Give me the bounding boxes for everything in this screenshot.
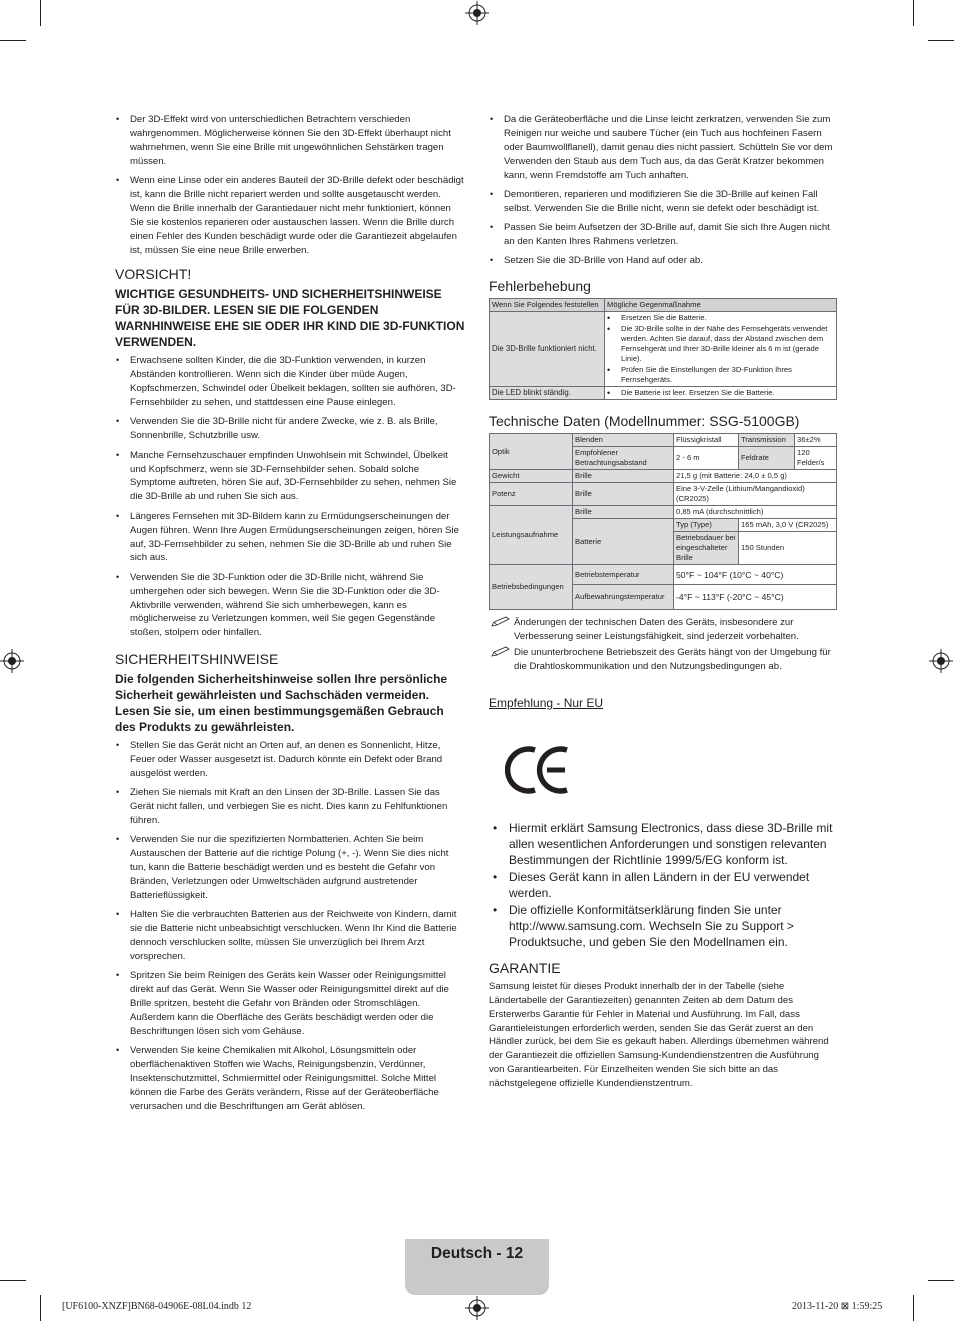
table-cell: 0,85 mA (durchschnittlich): [674, 506, 837, 519]
table-cell: Aufbewahrungstemperatur: [573, 585, 674, 610]
registration-mark-icon: [465, 1, 489, 25]
registration-mark-icon: [0, 649, 24, 673]
list-item: • Die Batterie ist leer. Ersetzen Sie die Batterie.: [621, 388, 834, 398]
table-cell: Typ (Type): [674, 519, 739, 532]
list-item: • Spritzen Sie beim Reinigen des Geräts kein Wasser oder Reinigungsmittel direkt auf das Gerät. Wenn Sie Wasser oder Reinigungsmittel direkt auf die Brille spritzen, besteht die Gefahr von Bränden oder Stromschlägen. Außerdem kann die Oberfläche des Geräts beschädigt werden oder die Beschriftungen lösen sich vom Gehäuse.: [130, 969, 465, 1039]
table-cell: Leistungsaufnahme: [490, 506, 573, 565]
empfehlung-heading: Empfehlung - Nur EU: [489, 695, 604, 710]
table-cell: Gewicht: [490, 470, 573, 483]
table-cell: Eine 3-V-Zelle (Lithium/Mangandioxid) (CR2025): [674, 483, 837, 506]
list-item: • Die 3D-Brille sollte in der Nähe des Fernsehgeräts verwendet werden. Achten Sie darauf, dass der Abstand zwischen dem Fernsehgerät und Ihrer 3D-Brille kleiner als 6 m ist (gerade Linie).: [621, 324, 834, 364]
right-column: [489, 113, 837, 1091]
crop-mark: [928, 40, 954, 41]
sicherheitshinweise-intro: Die folgenden Sicherheitshinweise sollen Ihre persönliche Sicherheit gewährleisten und Sachschäden vermeiden. Lesen Sie sie, um einen bestimmungsgemäßen Gebrauch des Produkts zu gewährleisten.: [115, 672, 448, 735]
list-item: • Verwenden Sie nur die spezifizierten Normbatterien. Achten Sie beim Austauschen der Batterie auf die richtige Polung (+, -). Wenn Sie dies nicht tun, kann die Batterie beschädigt werden und es besteht die Gefahr von Bränden, Verletzungen oder Umweltschäden aufgrund austretender Batterieflüssigkeit.: [130, 833, 465, 903]
garantie-text: Samsung leistet für dieses Produkt innerhalb der in der Tabelle (siehe Ländertabelle der Garantiezeiten) genannten Zeiten ab dem Datum des Ersterwerbs Garantie für Fehler in Material und Ausführung. Im Fall, dass Garantieleistungen erforderlich werden, senden Sie das Gerät zuerst an den Händler zurück, bei dem Sie es gekauft haben. Allerdings übernehmen während der Garantiezeit die offiziellen Samsung-Kundendienstzentren die Ausführung von Garantiearbeiten. Für Einzelheiten wenden Sie sich bitte an das nächstgelegene offizielle Kundendienstzentrum.: [489, 980, 829, 1090]
crop-mark: [928, 1280, 954, 1281]
table-cell: Brille: [573, 483, 674, 506]
ce-mark-icon: [505, 744, 569, 796]
list-item: • Der 3D-Effekt wird von unterschiedlichen Betrachtern verschieden wahrgenommen. Möglicherweise können Sie den 3D-Effekt überhaupt nicht wahrnehmen, wenn Sie eine Brille mit ungewöhnlichen Sehstärken tragen müssen.: [130, 113, 465, 169]
garantie-heading: GARANTIE: [489, 959, 561, 976]
footer-timestamp: 2013-11-20 ⊠ 1:59:25: [792, 1301, 883, 1312]
table-cell: Betriebsbedingungen: [490, 565, 573, 610]
troubleshooting-table: [489, 298, 837, 400]
list-item: • Demontieren, reparieren und modifizieren Sie die 3D-Brille auf keinen Fall selbst. Verwenden Sie die Brille nicht, wenn sie defekt oder beschädigt ist.: [504, 188, 837, 216]
left-column: [115, 113, 465, 1119]
remedy-list: [607, 388, 834, 398]
table-cell: Brille: [573, 470, 674, 483]
table-cell: Betriebstemperatur: [573, 565, 674, 585]
table-cell: 150 Stunden: [739, 532, 837, 565]
list-item: • Verwenden Sie die 3D-Funktion oder die 3D-Brille nicht, während Sie umhergehen oder sich bewegen. Wenn Sie die 3D-Funktion oder die 3D-Aktivbrille verwenden, während Sie sich umherbewegen, kann es möglicherweise zu Verletzungen kommen, weil Sie gegen Gegenstände stoßen, stolpern oder hinfallen.: [130, 571, 465, 641]
list-item: • Dieses Gerät kann in allen Ländern in der EU verwendet werden.: [509, 869, 837, 901]
table-cell: Batterie: [573, 519, 674, 565]
list-item: • Verwenden Sie die 3D-Brille nicht für andere Zwecke, wie z. B. als Brille, Sonnenbrille, Schutzbrille usw.: [130, 415, 465, 443]
vorsicht-bullet-list: [115, 354, 465, 640]
list-item: • Ziehen Sie niemals mit Kraft an den Linsen der 3D-Brille. Lassen Sie das Gerät nicht fallen, und verbiegen Sie es nicht. Dies kann zu Fehlfunktionen führen.: [130, 786, 465, 828]
list-item: • Hiermit erklärt Samsung Electronics, dass diese 3D-Brille mit allen wesentlichen Anforderungen und sonstigen relevanten Bestimmungen der Richtlinie 1999/5/EG konform ist.: [509, 820, 837, 868]
list-item: • Stellen Sie das Gerät nicht an Orten auf, an denen es Sonnenlicht, Hitze, Feuer oder Wasser ausgesetzt ist. Dadurch könnte ein Defekt oder Brand ausgelöst werden.: [130, 739, 465, 781]
table-cell: [605, 312, 837, 387]
list-item: • Manche Fernsehzuschauer empfinden Unwohlsein mit Schwindel, Übelkeit und Kopfschmerz, wenn sie 3D-Fernsehbilder sehen. Sobald solche Symptome auftreten, hören Sie auf, 3D-Fernsehbilder zu sehen, nehmen Sie die 3D-Brille ab und ruhen Sie sich aus.: [130, 449, 465, 505]
ce-bullet-list: [489, 820, 837, 950]
table-cell: 50°F ~ 104°F (10°C ~ 40°C): [674, 565, 837, 585]
crop-mark: [0, 1280, 26, 1281]
table-cell: Optik: [490, 434, 573, 470]
pencil-icon: [491, 616, 511, 628]
note: [489, 646, 837, 674]
crop-mark: [913, 1295, 914, 1321]
vorsicht-intro: WICHTIGE GESUNDHEITS- UND SICHERHEITSHINWEISE FÜR 3D-BILDER. LESEN SIE DIE FOLGENDEN WARNHINWEISE EHE SIE ODER IHR KIND DIE 3D-FUNKTION VERWENDEN.: [115, 287, 465, 350]
intro-bullet-list: [115, 113, 465, 257]
note-text: Änderungen der technischen Daten des Geräts, insbesondere zur Verbesserung seiner Leistungsfähigkeit, sind jederzeit vorbehalten.: [514, 617, 799, 643]
list-item: • Längeres Fernsehen mit 3D-Bildern kann zu Ermüdungserscheinungen der Augen führen. Wenn Ihre Augen Ermüdungserscheinungen zeigen, hören Sie auf, 3D-Fernsehbilder zu sehen, nehmen Sie die 3D-Brille ab und ruhen Sie sich aus.: [130, 510, 465, 566]
table-cell: Empfohlener Betrachtungsabstand: [573, 447, 674, 470]
table-cell: 36±2%: [795, 434, 837, 447]
list-item: • Prüfen Sie die Einstellungen der 3D-Funktion Ihres Fernsehgeräts.: [621, 365, 834, 385]
registration-mark-icon: [465, 1296, 489, 1320]
note-text: Die ununterbrochene Betriebszeit des Geräts hängt von der Umgebung für die Drahtloskommunikation und den Nutzungsbedingungen ab.: [514, 647, 831, 672]
table-cell: 120 Felder/s: [795, 447, 837, 470]
table-cell: Brille: [573, 506, 674, 519]
crop-mark: [0, 40, 26, 41]
crop-mark: [913, 0, 914, 26]
list-item: • Erwachsene sollten Kinder, die die 3D-Funktion verwenden, in kurzen Abständen kontrollieren. Wenn sich die Kinder über müde Augen, Kopfschmerzen, Schwindel oder Übelkeit beklagen, sollten sie aufhören, 3D-Fernsehbilder zu sehen, und stattdessen eine Pause einlegen.: [130, 354, 465, 410]
care-bullet-list: [489, 113, 837, 268]
list-item: • Passen Sie beim Aufsetzen der 3D-Brille auf, damit Sie sich Ihre Augen nicht an den Kanten Ihres Rahmens verletzen.: [504, 221, 837, 249]
table-cell: Betriebsdauer bei eingeschalteter Brille: [674, 532, 739, 565]
list-item: • Wenn eine Linse oder ein anderes Bauteil der 3D-Brille defekt oder beschädigt ist, kann die Brille nicht repariert werden und sollte ausgetauscht werden. Wenn die Brille innerhalb der Garantiedauer nicht mehr funktioniert, können Sie sie kostenlos reparieren oder austauschen lassen. Wenn die Brille durch einen Fehler des Kunden beschädigt wurde oder die Garantiezeit abgelaufen ist, müssen Sie eine neue Brille erwerben.: [130, 174, 465, 257]
list-item: • Setzen Sie die 3D-Brille von Hand auf oder ab.: [504, 254, 837, 268]
list-item: • Halten Sie die verbrauchten Batterien aus der Reichweite von Kindern, damit sie die Batterie nicht unbeabsichtigt verschlucken. Wenn Ihr Kind die Batterie dennoch verschlucken sollte, müssen Sie unverzüglich bei Ihrem Arzt vorsprechen.: [130, 908, 465, 964]
list-item: • Die offizielle Konformitätserklärung finden Sie unter http://www.samsung.com. Wechseln Sie zu Support > Produktsuche, und geben Sie den Modellnamen ein.: [509, 902, 837, 950]
ce-mark-area: [489, 710, 837, 820]
list-item: • Ersetzen Sie die Batterie.: [621, 313, 834, 323]
fehlerbehebung-heading: Fehlerbehebung: [489, 278, 591, 295]
table-cell: Blenden: [573, 434, 674, 447]
list-item: • Da die Geräteoberfläche und die Linse leicht zerkratzen, verwenden Sie zum Reinigen nur weiche und saubere Tücher (ein Tuch aus hochfeinen Fasern oder Baumwollflanell), damit genau dies nicht passiert. Schütteln Sie vor dem Verwenden den Staub aus dem Tuch aus, da das Gerät Kratzer bekommen kann, wenn Fremdstoffe am Tuch anhaften.: [504, 113, 837, 183]
specifications-table: [489, 433, 837, 610]
table-cell: 2 - 6 m: [674, 447, 739, 470]
table-cell: Potenz: [490, 483, 573, 506]
table-cell: [605, 387, 837, 400]
table-cell: Transmission: [739, 434, 795, 447]
registration-mark-icon: [929, 649, 953, 673]
table-header: Wenn Sie Folgendes feststellen: [490, 299, 605, 312]
note: [489, 616, 837, 644]
remedy-list: [607, 313, 834, 385]
table-cell: 165 mAh, 3,0 V (CR2025): [739, 519, 837, 532]
table-cell: Flüssigkristall: [674, 434, 739, 447]
sicherheitshinweise-bullet-list: [115, 739, 465, 1114]
page-number: Deutsch - 12: [430, 1245, 524, 1262]
page-number-box: [405, 1239, 549, 1295]
table-cell: 21,5 g (mit Batterie: 24,0 ± 0,5 g): [674, 470, 837, 483]
footer-file-info: [UF6100-XNZF]BN68-04906E-08L04.indb 12: [62, 1301, 252, 1312]
crop-mark: [40, 1295, 41, 1321]
list-item: • Verwenden Sie keine Chemikalien mit Alkohol, Lösungsmitteln oder oberflächenaktiven Stoffen wie Wachs, Reinigungsbenzin, Verdünner, Insektenschutzmittel, Schmiermittel oder Reinigungsmittel. Solche Mittel können die Farbe des Geräts verändern, Risse auf der Geräteoberfläche verursachen und die Beschriftungen am Gerät ablösen.: [130, 1044, 465, 1114]
table-cell: Feldrate: [739, 447, 795, 470]
table-cell: -4°F ~ 113°F (-20°C ~ 45°C): [674, 585, 837, 610]
table-cell: Die 3D-Brille funktioniert nicht.: [490, 312, 605, 387]
technische-daten-heading: Technische Daten (Modellnummer: SSG-5100GB): [489, 413, 800, 430]
notes: [489, 616, 837, 674]
sicherheitshinweise-heading: SICHERHEITSHINWEISE: [115, 651, 279, 668]
vorsicht-heading: VORSICHT!: [115, 266, 192, 283]
table-cell: Die LED blinkt ständig.: [490, 387, 605, 400]
pencil-icon: [491, 646, 511, 658]
crop-mark: [40, 0, 41, 26]
table-header: Mögliche Gegenmaßnahme: [605, 299, 837, 312]
